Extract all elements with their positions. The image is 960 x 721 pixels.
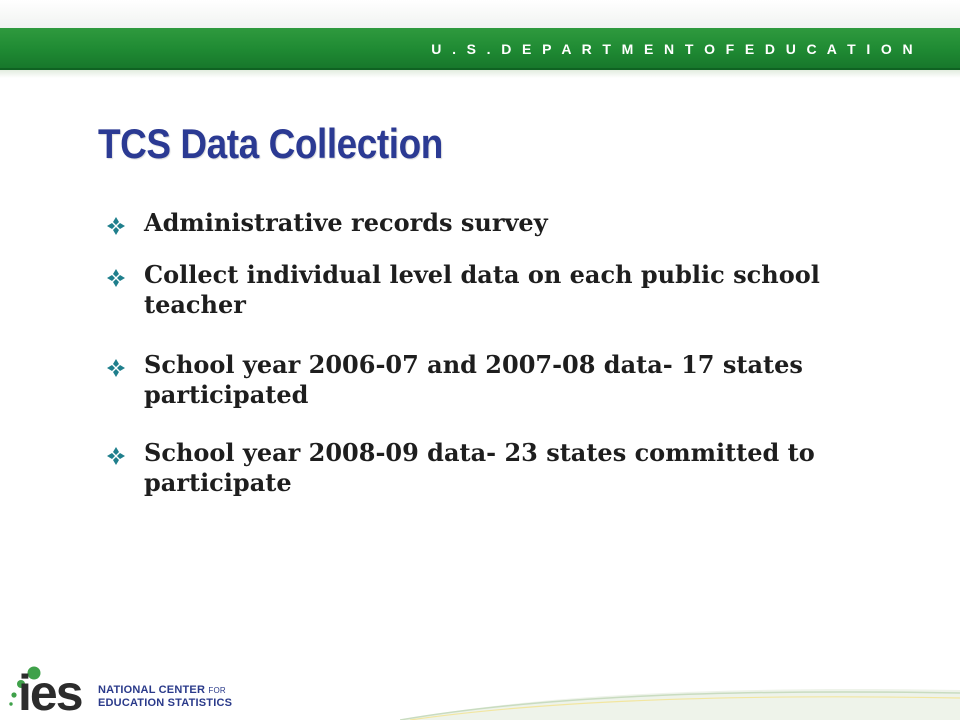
bullet-item	[106, 208, 896, 238]
bullet-item	[106, 260, 896, 320]
diamond-bullet-icon	[106, 268, 126, 288]
slide-title: TCS Data Collection	[98, 120, 443, 167]
bullet-text: Administrative records survey	[144, 208, 548, 237]
nces-line-1-main: NATIONAL CENTER	[98, 684, 206, 696]
nces-line-1	[98, 684, 226, 697]
ies-logo-text: ies	[18, 665, 82, 721]
nces-line-1-small: FOR	[208, 686, 226, 695]
header-shadow	[0, 70, 960, 78]
bullet-text: School year 2006-07 and 2007-08 data- 17 states participated	[144, 350, 803, 409]
bullet-text: School year 2008-09 data- 23 states committed to participate	[144, 438, 815, 497]
diamond-bullet-icon	[106, 358, 126, 378]
bullet-item	[106, 438, 896, 498]
department-name: U . S . D E P A R T M E N T O F E D U C A T I O N	[431, 41, 916, 57]
bullet-list	[106, 208, 896, 520]
diamond-bullet-icon	[106, 216, 126, 236]
bullet-text: Collect individual level data on each public school teacher	[144, 260, 820, 319]
nces-line-2: EDUCATION STATISTICS	[98, 697, 233, 709]
diamond-bullet-icon	[106, 446, 126, 466]
top-strip	[0, 0, 960, 28]
bullet-item	[106, 350, 896, 410]
footer-swoosh	[400, 680, 960, 720]
